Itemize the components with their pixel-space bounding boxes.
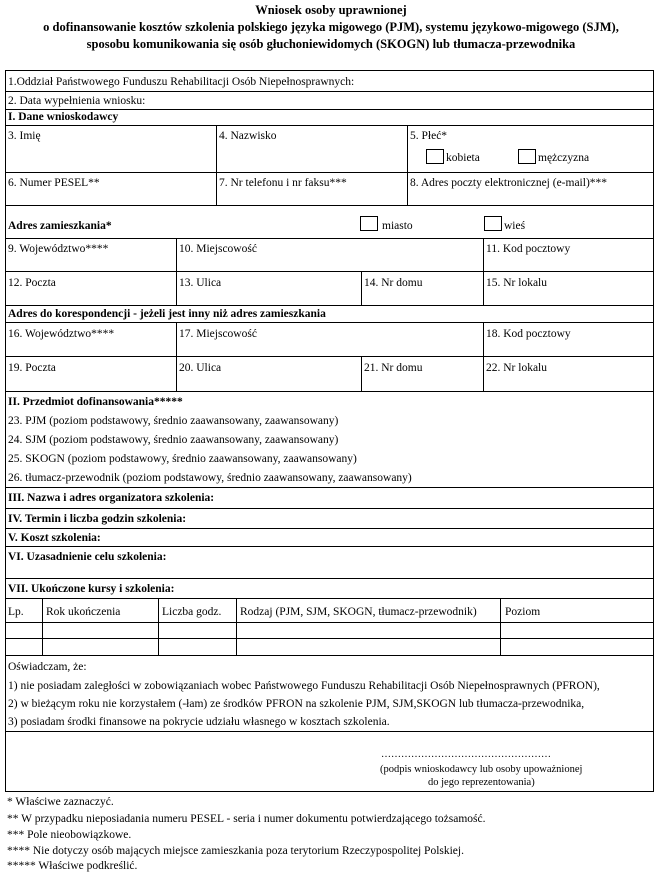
field-voivodeship[interactable]: 9. Województwo**** bbox=[8, 243, 109, 255]
checkbox-city[interactable] bbox=[360, 216, 378, 231]
footnote-3: *** Pole nieobowiązkowe. bbox=[7, 829, 132, 841]
column-divider bbox=[216, 125, 217, 205]
column-divider bbox=[407, 125, 408, 205]
column-divider bbox=[361, 356, 362, 391]
field-gender: 5. Płeć* bbox=[410, 130, 448, 142]
footnote-1: * Właściwe zaznaczyć. bbox=[7, 796, 114, 808]
option-pjm[interactable]: 23. PJM (poziom podstawowy, średnio zaawansowany, zaawansowany) bbox=[8, 415, 339, 427]
label-male: mężczyzna bbox=[538, 152, 590, 164]
field-pesel[interactable]: 6. Numer PESEL** bbox=[8, 177, 100, 189]
row-divider bbox=[5, 238, 654, 239]
field-last-name[interactable]: 4. Nazwisko bbox=[219, 130, 277, 142]
label-female: kobieta bbox=[446, 152, 480, 164]
column-header-year: Rok ukończenia bbox=[46, 606, 121, 618]
field-date: 2. Data wypełnienia wniosku: bbox=[8, 95, 146, 107]
row-divider bbox=[5, 546, 654, 547]
field-corr-postal-code[interactable]: 18. Kod pocztowy bbox=[486, 328, 571, 340]
column-divider bbox=[500, 598, 501, 655]
field-corr-house-number[interactable]: 21. Nr domu bbox=[364, 362, 423, 374]
heading-correspondence-address: Adres do korespondencji - jeżeli jest inny niż adres zamieszkania bbox=[8, 308, 326, 320]
section-training-organizer: III. Nazwa i adres organizatora szkolenia: bbox=[8, 492, 215, 504]
field-house-number[interactable]: 14. Nr domu bbox=[364, 277, 423, 289]
label-city: miasto bbox=[382, 220, 413, 232]
field-phone-fax[interactable]: 7. Nr telefonu i nr faksu*** bbox=[219, 177, 347, 189]
signature-line[interactable]: …………………………………………… bbox=[381, 749, 551, 760]
section-funding-subject: II. Przedmiot dofinansowania***** bbox=[8, 396, 183, 408]
row-divider bbox=[5, 391, 654, 392]
declaration-item-2: 2) w bieżącym roku nie korzystałem (-łam) ze środków PFRON na szkolenie PJM, SJM,SKOGN lub tłumacza-przewodnika, bbox=[8, 698, 585, 710]
row-divider bbox=[5, 578, 654, 579]
section-training-cost: V. Koszt szkolenia: bbox=[8, 532, 101, 544]
column-divider bbox=[236, 598, 237, 655]
row-divider bbox=[5, 91, 654, 92]
field-apartment-number[interactable]: 15. Nr lokalu bbox=[486, 277, 548, 289]
signature-caption-2: do jego reprezentowania) bbox=[428, 777, 535, 788]
column-header-type: Rodzaj (PJM, SJM, SKOGN, tłumacz-przewodnik) bbox=[240, 606, 477, 618]
field-corr-street[interactable]: 20. Ulica bbox=[179, 362, 222, 374]
section-training-term-hours: IV. Termin i liczba godzin szkolenia: bbox=[8, 513, 187, 525]
footnote-2: ** W przypadku nieposiadania numeru PESEL - seria i numer dokumentu potwierdzającego tożsamość. bbox=[7, 813, 486, 825]
checkbox-female[interactable] bbox=[426, 149, 444, 164]
row-divider bbox=[5, 731, 654, 732]
section-applicant-data: I. Dane wnioskodawcy bbox=[8, 111, 119, 123]
row-divider bbox=[5, 305, 654, 306]
column-divider bbox=[158, 598, 159, 655]
column-divider bbox=[42, 598, 43, 655]
field-locality[interactable]: 10. Miejscowość bbox=[179, 243, 257, 255]
column-header-hours: Liczba godz. bbox=[162, 606, 222, 618]
row-divider bbox=[5, 322, 654, 323]
field-post-office[interactable]: 12. Poczta bbox=[8, 277, 56, 289]
footnote-4: **** Nie dotyczy osób mających miejsce zamieszkania poza terytorium Rzeczypospolitej Polskiej. bbox=[7, 845, 464, 857]
option-skogn[interactable]: 25. SKOGN (poziom podstawowy, średnio zaawansowany, zaawansowany) bbox=[8, 453, 357, 465]
column-divider bbox=[176, 322, 177, 391]
row-divider bbox=[5, 356, 654, 357]
column-header-level: Poziom bbox=[505, 606, 541, 618]
row-divider bbox=[5, 125, 654, 126]
column-divider bbox=[176, 238, 177, 305]
row-divider bbox=[5, 598, 654, 599]
row-divider bbox=[5, 638, 654, 639]
column-header-number: Lp. bbox=[8, 606, 24, 618]
row-divider bbox=[5, 528, 654, 529]
option-sjm[interactable]: 24. SJM (poziom podstawowy, średnio zaawansowany, zaawansowany) bbox=[8, 434, 339, 446]
field-street[interactable]: 13. Ulica bbox=[179, 277, 222, 289]
row-divider bbox=[5, 487, 654, 488]
row-divider bbox=[5, 271, 654, 272]
column-divider bbox=[361, 271, 362, 305]
field-pfron-branch: 1.Oddział Państwowego Funduszu Rehabilitacji Osób Niepełnosprawnych: bbox=[8, 76, 355, 88]
declaration-item-3: 3) posiadam środki finansowe na pokrycie udziału własnego w kosztach szkolenia. bbox=[8, 716, 390, 728]
field-corr-apartment-number[interactable]: 22. Nr lokalu bbox=[486, 362, 548, 374]
field-postal-code[interactable]: 11. Kod pocztowy bbox=[486, 243, 571, 255]
row-divider bbox=[5, 655, 654, 656]
column-divider bbox=[483, 322, 484, 391]
field-email[interactable]: 8. Adres poczty elektronicznej (e-mail)*** bbox=[410, 177, 608, 189]
form-title: Wniosek osoby uprawnionej bbox=[255, 3, 407, 17]
row-divider bbox=[5, 508, 654, 509]
section-completed-courses: VII. Ukończone kursy i szkolenia: bbox=[8, 583, 175, 595]
option-interpreter-guide[interactable]: 26. tłumacz-przewodnik (poziom podstawowy, średnio zaawansowany, zaawansowany) bbox=[8, 472, 412, 484]
heading-residence-address: Adres zamieszkania* bbox=[8, 220, 112, 232]
field-corr-post-office[interactable]: 19. Poczta bbox=[8, 362, 56, 374]
field-first-name[interactable]: 3. Imię bbox=[8, 130, 41, 142]
field-corr-voivodeship[interactable]: 16. Województwo**** bbox=[8, 328, 115, 340]
section-training-justification: VI. Uzasadnienie celu szkolenia: bbox=[8, 551, 167, 563]
form-subtitle-line-1: o dofinansowanie kosztów szkolenia polskiego języka migowego (PJM), systemu językowo-migowego (SJM), bbox=[43, 20, 619, 34]
label-village: wieś bbox=[504, 220, 526, 232]
row-divider bbox=[5, 205, 654, 206]
row-divider bbox=[5, 622, 654, 623]
field-corr-locality[interactable]: 17. Miejscowość bbox=[179, 328, 257, 340]
column-divider bbox=[483, 238, 484, 305]
checkbox-village[interactable] bbox=[484, 216, 502, 231]
signature-caption-1: (podpis wnioskodawcy lub osoby upoważnionej bbox=[380, 764, 583, 775]
declaration-item-1: 1) nie posiadam zaległości w zobowiązaniach wobec Państwowego Funduszu Rehabilitacji Osób Niepełnosprawnych (PFRON), bbox=[8, 680, 600, 692]
footnote-5: ***** Właściwe podkreślić. bbox=[7, 860, 138, 872]
form-subtitle-line-2: sposobu komunikowania się osób głuchoniewidomych (SKOGN) lub tłumacza-przewodnika bbox=[86, 37, 576, 51]
declaration-heading: Oświadczam, że: bbox=[8, 661, 87, 673]
checkbox-male[interactable] bbox=[518, 149, 536, 164]
row-divider bbox=[5, 172, 654, 173]
